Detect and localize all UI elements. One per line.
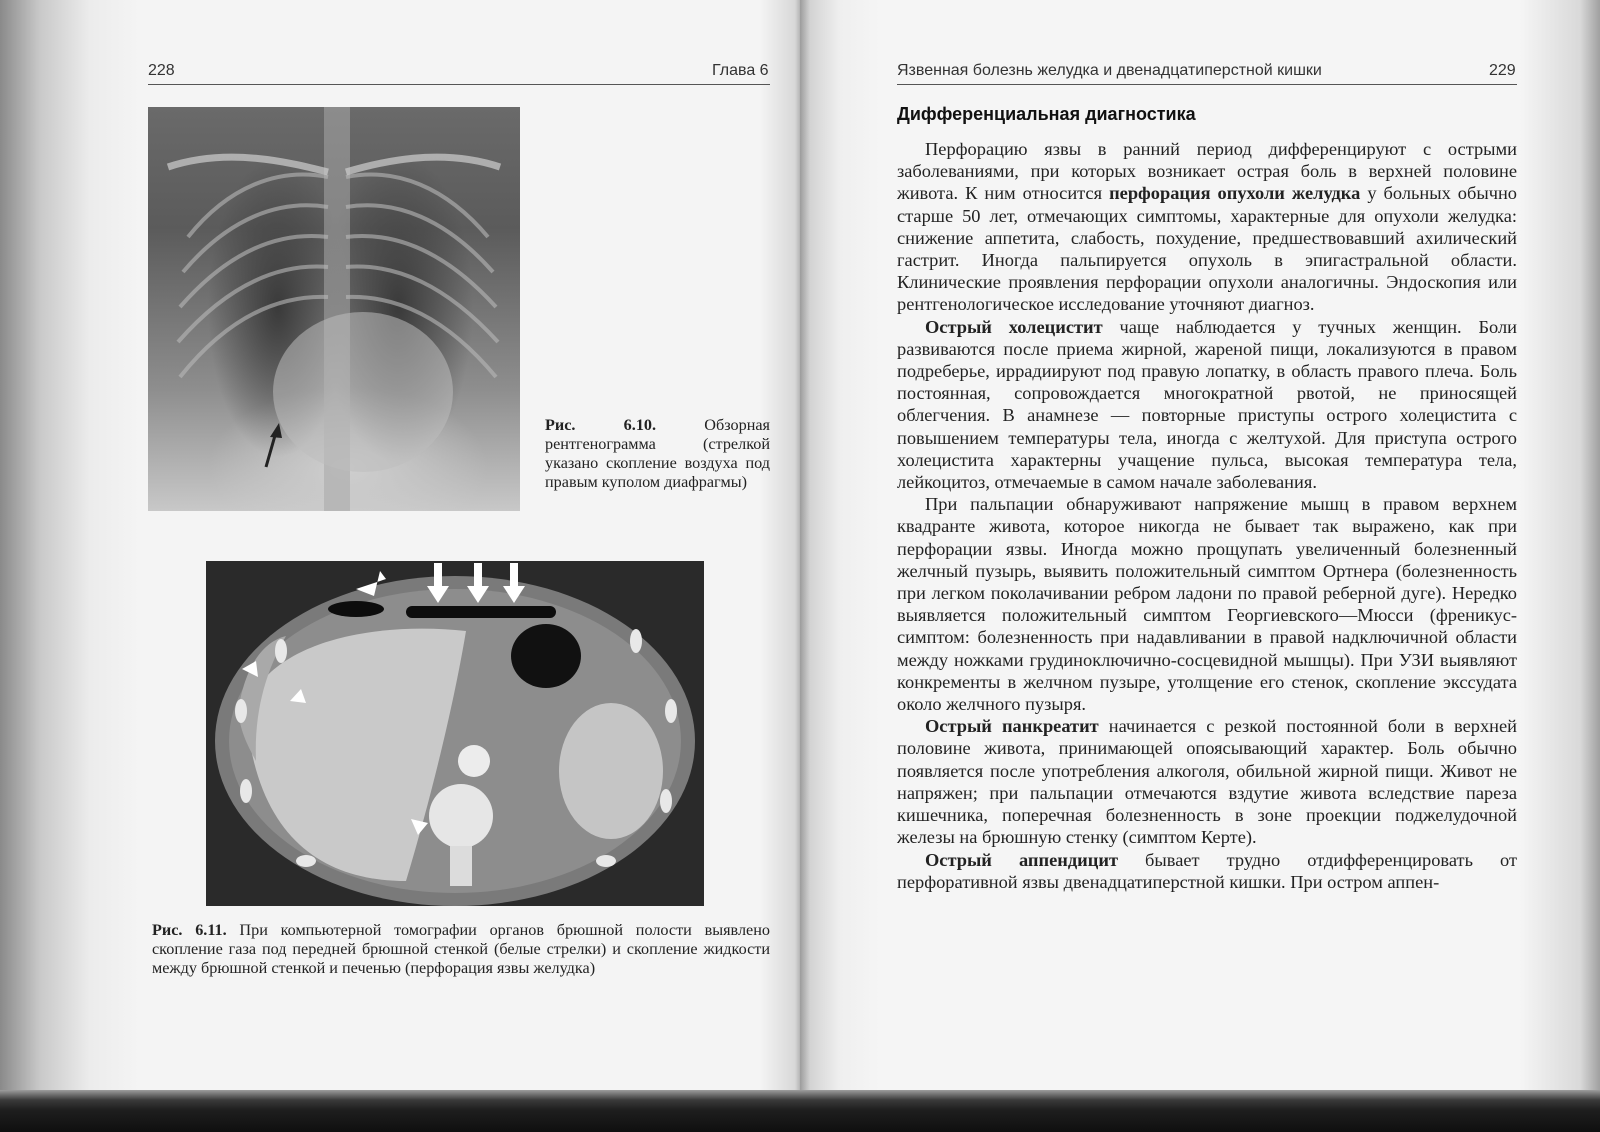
section-title: Дифференциальная диагностика — [897, 104, 1196, 124]
figure-6-11-text: При компьютерной томографии органов брюшной полости выявлено скопление газа под передней брюшной стенкой (белые стрелки) и скопление жидкости между брюшной стенкой и печенью (перфорация язвы желудка) — [152, 921, 770, 977]
bold-term: Острый аппендицит — [925, 849, 1118, 870]
paragraph: Острый панкреатит начинается с резкой постоянной боли в верхней половине живота, принимающей опоясывающий характер. Боль обычно появляется после употребления алкоголя, обильной жирной пищи. Живот не напряжен; при пальпации отмечаются вздутие живота вследствие пареза кишечника, поперечная болезненность в зоне проекции поджелудочной железы на брюшную стенку (симптом Керте). — [897, 716, 1517, 848]
header-rule-right — [897, 84, 1517, 85]
bold-term: Острый панкреатит — [925, 716, 1099, 737]
chest-xray-image — [148, 107, 520, 511]
chapter-label: Глава 6 — [712, 62, 769, 79]
figure-6-11-caption — [152, 921, 770, 978]
page-number-left: 228 — [148, 62, 175, 79]
figure-6-10-label: Рис. 6.10. — [545, 416, 657, 434]
paragraph: Острый аппендицит бывает трудно отдифференцировать от перфоративной язвы двенадцатиперстной кишки. При остром аппен- — [897, 849, 1517, 892]
figure-6-10-text: Обзорная рентгенограмма (стрелкой указано скопление воздуха под правым куполом диафрагмы) — [545, 416, 771, 491]
header-rule-left — [148, 84, 770, 85]
paragraph: Перфорацию язвы в ранний период дифференцируют с острыми заболеваниями, при которых возникает острая боль в верхней половине живота. К ним относится перфорация опухоли желудка у больных обычно старше 50 лет, отмечающих симптомы, характерные для опухоли желудка: снижение аппетита, слабость, похудение, предшествовавший ахилический гастрит. Иногда пальпируется опухоль в эпигастральной области. Клинические проявления перфорации опухоли аналогичны. Эндоскопия или рентгенологическое исследование уточняют диагноз. — [897, 139, 1517, 315]
scanner-edge-shadow — [0, 1090, 1600, 1132]
arrow-icon — [266, 423, 282, 467]
left-page — [0, 0, 800, 1100]
ct-scan-image — [206, 561, 704, 906]
running-head: Язвенная болезнь желудка и двенадцатиперстной кишки — [897, 62, 1322, 79]
body-text — [897, 138, 1517, 893]
paragraph: Острый холецистит чаще наблюдается у тучных женщин. Боли развиваются после приема жирной, жареной пищи, локализуются в правом подреберье, иррадиируют под правую лопатку, в область правого плеча. Боль постоянная, сопровождается многократной рвотой, не приносящей облегчения. В анамнезе — повторные приступы острого холецистита с повышением температуры тела, иногда с желтухой. Для приступа острого холецистита характерны учащение пульса, высокая температура тела, лейкоцитоз, отмечаемые в самом начале заболевания. — [897, 316, 1518, 493]
page-number-right: 229 — [1489, 62, 1516, 79]
figure-6-10-caption — [545, 416, 770, 492]
figure-6-11-label: Рис. 6.11. — [152, 921, 227, 939]
bold-term: перфорация опухоли желудка — [1109, 183, 1361, 204]
paragraph: При пальпации обнаруживают напряжение мышц в правом верхнем квадранте живота, которое никогда не бывает так выражено, как при перфорации язвы. Иногда можно прощупать увеличенный болезненный желчный пузырь, выявить положительный симптом Ортнера (болезненность при легком поколачивании ребром ладони по правой реберной дуге). Нередко выявляется положительный симптом Георгиевского—Мюсси (френикус-симптом: болезненность при надавливании в правой надключичной области между ножками грудиноключично-сосцевидной мышцы). При УЗИ выявляют конкременты в желчном пузыре, утолщение его стенок, скопление экссудата около желчного пузыря. — [897, 494, 1517, 715]
bold-term: Острый холецистит — [925, 316, 1103, 337]
